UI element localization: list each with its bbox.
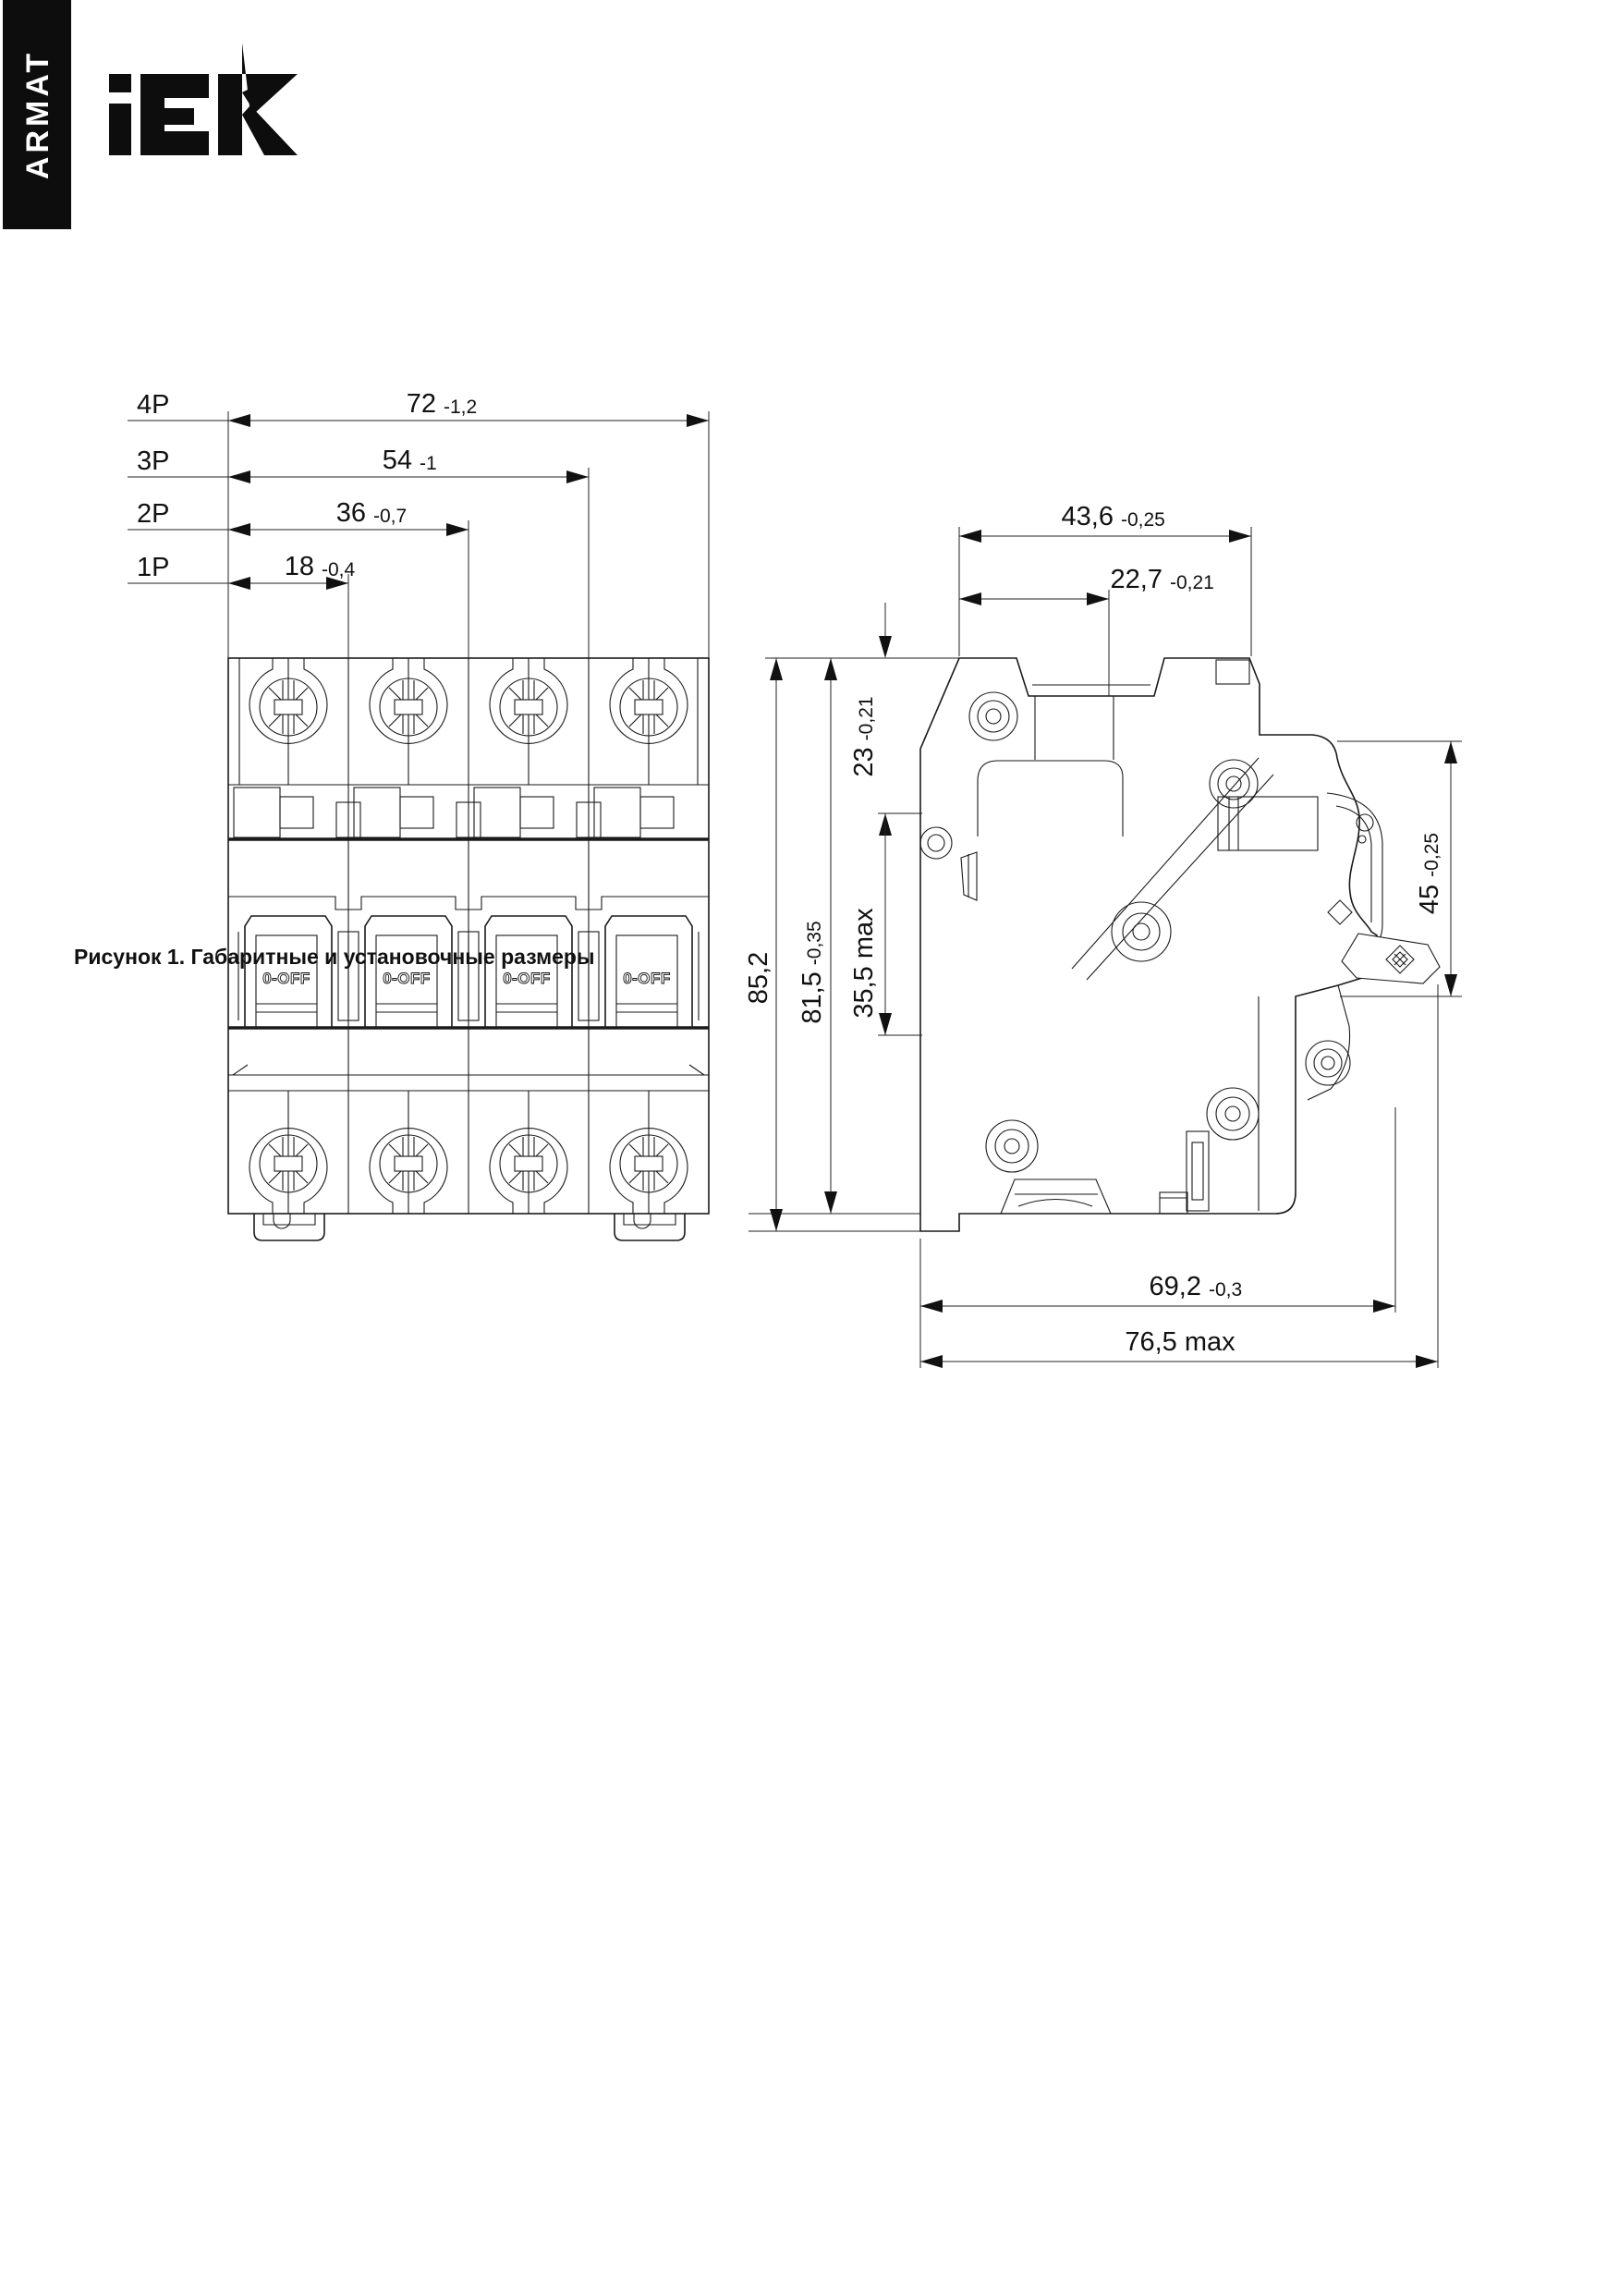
dim-tolerance: -0,7: [373, 506, 408, 527]
din-rail-slot: [1218, 797, 1318, 850]
screw-boss-icon: [920, 692, 1259, 1172]
svg-text:81,5-0,35: [797, 921, 827, 1023]
dim-tolerance: -0,21: [1170, 572, 1214, 593]
armat-sidebar: [3, 0, 71, 229]
breaker-body-side: [920, 658, 1377, 1231]
toggle-handle-label: 0-OFF: [503, 970, 551, 987]
dim-22-7: [959, 565, 1214, 605]
dim-value: 45: [1415, 884, 1444, 915]
dim-value: 85,2: [744, 951, 773, 1005]
dim-35-5: [849, 813, 892, 1035]
dim-value: 54: [382, 446, 412, 475]
dim-value: 22,7: [1110, 565, 1163, 594]
dim-85-2: [744, 658, 783, 1231]
pole-count-label: 2P: [137, 499, 170, 529]
bottom-slider: [1001, 1131, 1209, 1214]
dim-value: 35,5 max: [849, 908, 879, 1019]
dim-tolerance: -0,4: [322, 559, 356, 580]
pole-count-label: 4P: [137, 390, 170, 420]
dim-81-5: [797, 658, 837, 1214]
svg-text:45-0,25: [1415, 833, 1444, 914]
dim-2p: [128, 498, 469, 536]
dim-69-2: [920, 1272, 1395, 1313]
dim-23: [849, 603, 892, 836]
dim-4p: [128, 389, 709, 427]
dim-value: 43,6: [1061, 502, 1114, 531]
front-dimensions: [128, 389, 709, 658]
toggle-handle-label: 0-OFF: [383, 970, 431, 987]
dim-value: 23: [849, 747, 879, 777]
toggle-handle-label: 0-OFF: [262, 970, 310, 987]
tab-row: [234, 788, 674, 837]
dim-tolerance: -0,25: [1121, 509, 1165, 531]
dim-tolerance: -0,21: [856, 696, 877, 741]
pole-count-label: 1P: [137, 553, 170, 582]
armat-label: ARMAT: [20, 49, 55, 180]
side-dimensions: [744, 502, 1462, 1368]
iek-logo: [109, 43, 298, 155]
dim-value: 18: [284, 552, 314, 581]
toggle-handle-label: 0-OFF: [623, 970, 671, 987]
pole-count-label: 3P: [137, 446, 170, 476]
dim-1p: [128, 552, 356, 590]
dim-tolerance: -0,25: [1421, 832, 1442, 877]
dim-3p: [128, 446, 589, 483]
dim-76-5: [920, 1327, 1438, 1368]
dim-tolerance: -1: [420, 453, 437, 474]
dim-value: 69,2: [1149, 1272, 1201, 1301]
svg-text:23-0,21: [849, 696, 879, 776]
dim-tolerance: -0,3: [1209, 1279, 1243, 1301]
side-view: [920, 658, 1440, 1231]
dim-43-6: [959, 502, 1251, 543]
dim-tolerance: -1,2: [444, 397, 478, 418]
latch-wedge: [961, 852, 977, 900]
dim-value: 36: [335, 498, 366, 528]
dim-value: 72: [406, 389, 436, 419]
dim-value: 76,5 max: [1125, 1327, 1236, 1357]
dim-value: 81,5: [797, 971, 827, 1024]
figure-caption: Рисунок 1. Габаритные и установочные размеры: [74, 945, 595, 969]
din-clip: [1306, 793, 1440, 1100]
din-feet: [254, 1214, 685, 1240]
dim-tolerance: -0,35: [804, 921, 825, 966]
